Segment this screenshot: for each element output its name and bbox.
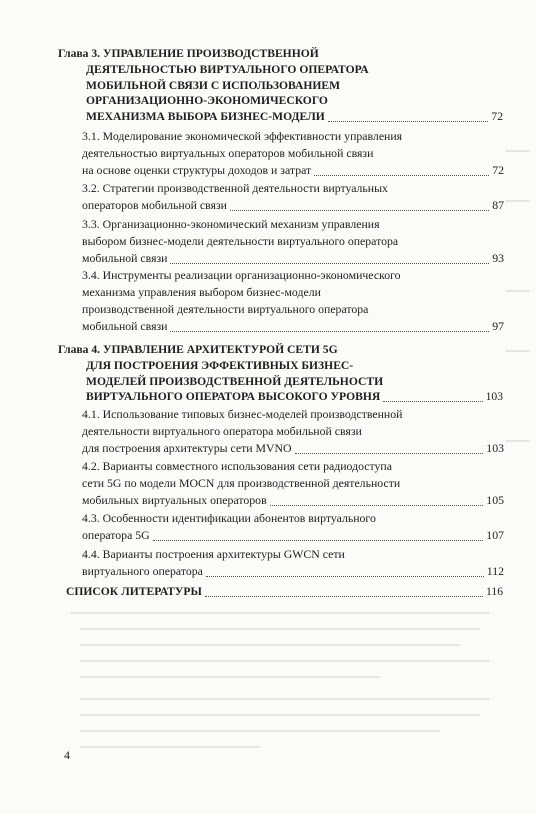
page-ref: 105 — [486, 493, 504, 507]
entry-text: для построения архитектуры сети MVNO — [82, 441, 292, 455]
toc-entry-3-1[interactable] — [82, 128, 504, 179]
dot-leader — [383, 386, 482, 402]
dot-leader — [314, 159, 489, 176]
dot-leader — [270, 489, 484, 506]
toc-entry-3-4[interactable] — [82, 267, 504, 335]
entry-text: деятельности виртуального оператора мобильной связи — [82, 424, 362, 438]
chapter-3-title-line: ОРГАНИЗАЦИОННО-ЭКОНОМИЧЕСКОГО — [86, 94, 328, 108]
chapter-4-title-line: УПРАВЛЕНИЕ АРХИТЕКТУРОЙ СЕТИ 5G — [102, 343, 338, 356]
entry-text: 4.4. Варианты построения архитектуры GWCN сети — [82, 547, 345, 561]
entry-text: 3.4. Инструменты реализации организационно-экономического — [82, 268, 401, 282]
toc-entry-4-3[interactable] — [82, 510, 504, 544]
page-ref: 116 — [486, 585, 503, 598]
chapter-3-title-line: МЕХАНИЗМА ВЫБОРА БИЗНЕС-МОДЕЛИ — [86, 110, 325, 124]
chapter-4-heading[interactable] — [58, 342, 503, 405]
chapter-3-title-line: ДЕЯТЕЛЬНОСТЬЮ ВИРТУАЛЬНОГО ОПЕРАТОРА — [86, 62, 369, 76]
dot-leader — [230, 194, 489, 211]
entry-text: сети 5G по модели MOCN для производственной деятельности — [82, 476, 401, 490]
page-ref: 87 — [492, 198, 504, 212]
entry-text: деятельностью виртуальных операторов мобильной связи — [82, 146, 374, 160]
dot-leader — [170, 315, 489, 332]
chapter-4-title-line: МОДЕЛЕЙ ПРОИЗВОДСТВЕННОЙ ДЕЯТЕЛЬНОСТИ — [86, 374, 384, 388]
chapter-3-title-line: УПРАВЛЕНИЕ ПРОИЗВОДСТВЕННОЙ — [102, 47, 319, 60]
entry-text: 3.3. Организационно-экономический механизм управления — [82, 217, 380, 231]
dot-leader — [295, 437, 484, 454]
toc-entry-4-2[interactable] — [82, 458, 504, 509]
page-ref: 107 — [486, 528, 504, 542]
dot-leader — [170, 247, 489, 264]
page-ref: 103 — [486, 441, 504, 455]
entry-text: операторов мобильной связи — [82, 198, 227, 212]
entry-text: 4.3. Особенности идентификации абонентов виртуального — [82, 511, 376, 525]
dot-leader — [205, 581, 483, 597]
chapter-3-label: Глава 3. — [58, 47, 101, 60]
entry-text: оператора 5G — [82, 528, 150, 542]
toc-entry-literature[interactable] — [66, 584, 503, 600]
page-number: 4 — [64, 748, 70, 762]
toc-entry-4-1[interactable] — [82, 406, 504, 457]
chapter-4-label: Глава 4. — [58, 343, 101, 356]
dot-leader — [206, 560, 484, 577]
entry-text: на основе оценки структуры доходов и затрат — [82, 163, 312, 177]
entry-text: 4.2. Варианты совместного использования сети радиодоступа — [82, 459, 392, 473]
entry-text: 3.1. Моделирование экономической эффективности управления — [82, 129, 403, 143]
toc-entry-4-4[interactable] — [82, 546, 504, 580]
chapter-4-title-line: ВИРТУАЛЬНОГО ОПЕРАТОРА ВЫСОКОГО УРОВНЯ — [86, 390, 381, 404]
entry-text: производственной деятельности виртуального оператора — [82, 302, 369, 316]
entry-text: выбором бизнес-модели деятельности виртуального оператора — [82, 234, 399, 248]
chapter-3-title-line: МОБИЛЬНОЙ СВЯЗИ С ИСПОЛЬЗОВАНИЕМ — [86, 78, 341, 92]
toc-entry-3-2[interactable] — [82, 180, 504, 214]
page-ref: 72 — [492, 163, 504, 177]
entry-text: виртуального оператора — [82, 564, 203, 578]
literature-title: СПИСОК ЛИТЕРАТУРЫ — [66, 585, 202, 598]
chapter-3-heading[interactable] — [58, 46, 503, 125]
entry-text: мобильных виртуальных операторов — [82, 493, 267, 507]
page-ref: 72 — [491, 110, 503, 124]
page-ref: 93 — [492, 251, 504, 265]
dot-leader — [153, 524, 484, 541]
entry-text: мобильной связи — [82, 319, 168, 333]
page-ref: 97 — [492, 319, 504, 333]
toc-entry-3-3[interactable] — [82, 216, 504, 267]
page-ref: 103 — [485, 390, 503, 404]
chapter-4-title-line: ДЛЯ ПОСТРОЕНИЯ ЭФФЕКТИВНЫХ БИЗНЕС- — [86, 358, 354, 372]
entry-text: механизма управления выбором бизнес-модели — [82, 285, 321, 299]
entry-text: 3.2. Стратегии производственной деятельности виртуальных — [82, 181, 388, 195]
entry-text: 4.1. Использование типовых бизнес-моделей производственной — [82, 407, 403, 421]
page-ref: 112 — [486, 564, 504, 578]
entry-text: мобильной связи — [82, 251, 168, 265]
dot-leader — [328, 106, 489, 122]
